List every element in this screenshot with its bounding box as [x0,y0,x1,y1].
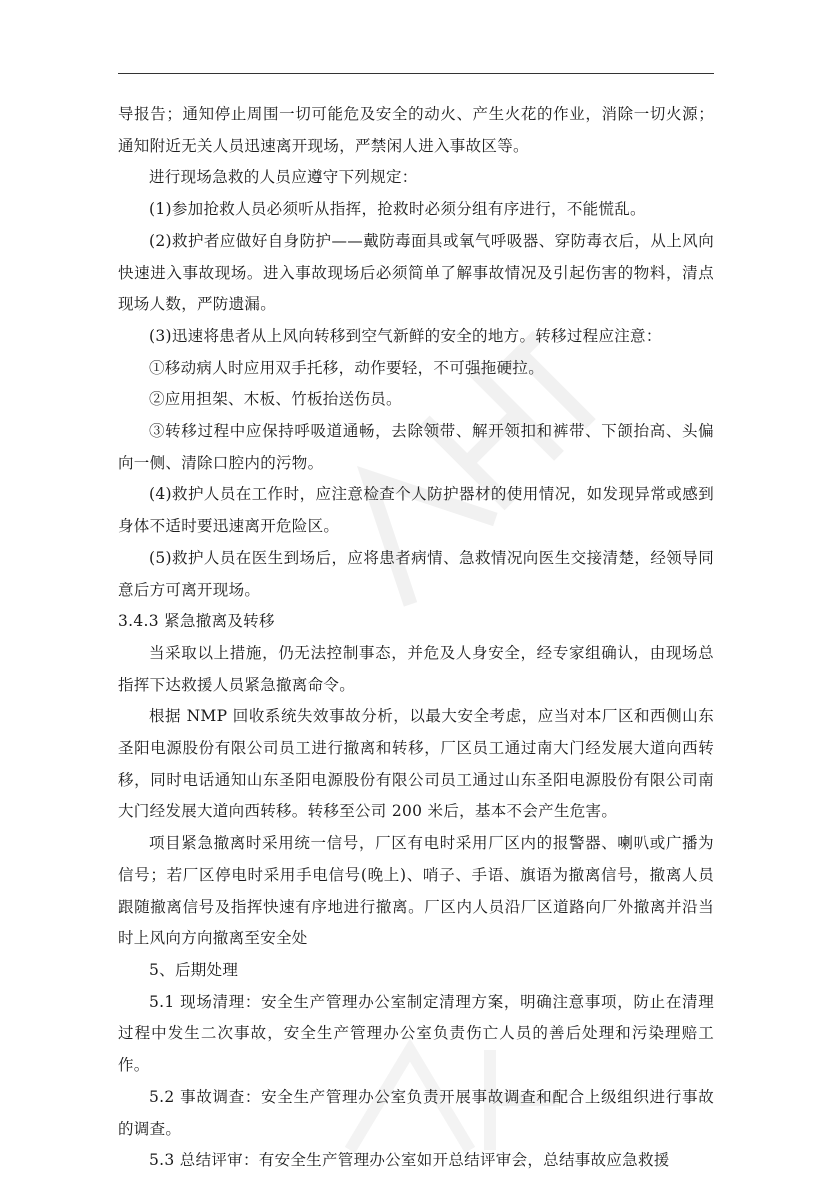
list-item: ②应用担架、木板、竹板抬送伤员。 [149,390,402,409]
list-item: ①移动病人时应用双手托移，动作要轻，不可强拖硬拉。 [149,358,545,377]
list-item: (5)救护人员在医生到场后，应将患者病情、急救情况向医生交接清楚，经领导同意后方可离开现场。 [118,548,714,599]
paragraph: 当采取以上措施，仍无法控制事态，并危及人身安全，经专家组确认，由现场总指挥下达救援人员紧急撤离命令。 [118,643,714,694]
paragraph: 5.1 现场清理：安全生产管理办公室制定清理方案，明确注意事项，防止在清理过程中发生二次事故，安全生产管理办公室负责伤亡人员的善后处理和污染理赔工作。 [118,992,714,1075]
paragraph: 导报告；通知停止周围一切可能危及安全的动火、产生火花的作业，消除一切火源；通知附近无关人员迅速离开现场，严禁闲人进入事故区等。 [118,105,714,155]
list-item: (3)迅速将患者从上风向转移到空气新鲜的安全的地方。转移过程应注意： [149,326,662,345]
paragraph: 5.3 总结评审：有安全生产管理办公室如开总结评审会，总结事故应急救援 [149,1151,670,1170]
header-rule [118,73,714,74]
paragraph: 项目紧急撤离时采用统一信号，厂区有电时采用厂区内的报警器、喇叭或广播为信号；若厂区停电时采用手电信号(晚上)、哨子、手语、旗语为撤离信号，撤离人员跟随撤离信号及指挥快速有序地进行撤离。厂区内人员沿厂区道路向厂外撤离并沿当时上风向方向撤离至安全处 [118,834,714,948]
section-heading: 3.4.3 紧急撤离及转移 [118,612,275,631]
list-item: ③转移过程中应保持呼吸道通畅，去除领带、解开领扣和裤带、下颌抬高、头偏向一侧、清除口腔内的污物。 [118,422,714,472]
paragraph: 根据 NMP 回收系统失效事故分析，以最大安全考虑，应当对本厂区和西侧山东圣阳电源股份有限公司员工进行撤离和转移，厂区员工通过南大门经发展大道向西转移，同时电话通知山东圣阳电源股份有限公司员工通过山东圣阳电源股份有限公司南大门经发展大道向西转移。转移至公司 200 米后，基本不会产生危害。 [118,707,714,821]
document-body [118,99,714,1177]
list-item: (4)救护人员在工作时，应注意检查个人防护器材的使用情况，如发现异常或感到身体不适时要迅速离开危险区。 [118,485,714,536]
list-item: (1)参加抢救人员必须听从指挥，抢救时必须分组有序进行，不能慌乱。 [149,200,646,219]
section-heading: 5、后期处理 [149,960,239,979]
paragraph: 进行现场急救的人员应遵守下列规定： [149,168,418,187]
list-item: (2)救护者应做好自身防护——戴防毒面具或氧气呼吸器、穿防毒衣后，从上风向快速进入事故现场。进入事故现场后必须简单了解事故情况及引起伤害的物料，清点现场人数，严防遗漏。 [118,231,714,314]
paragraph: 5.2 事故调查：安全生产管理办公室负责开展事故调查和配合上级组织进行事故的调查。 [118,1087,714,1138]
